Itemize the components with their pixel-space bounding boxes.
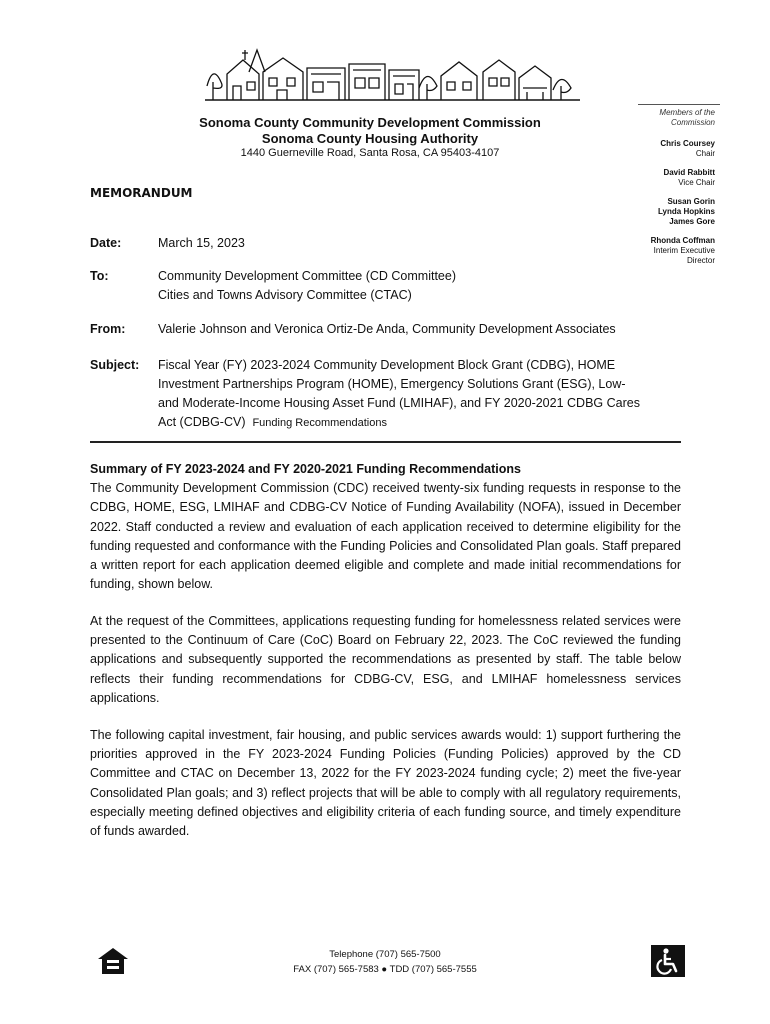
recipient-line: Community Development Committee (CD Committee) <box>158 269 456 283</box>
to-recipients <box>158 267 683 305</box>
sidebar-divider <box>638 104 720 105</box>
director-name: Rhonda Coffman <box>650 236 715 245</box>
subject-line-part: Funding Recommendations <box>252 417 387 429</box>
wheelchair-accessibility-icon <box>651 945 685 977</box>
paragraph: The following capital investment, fair housing, and public services awards would: 1) support furthering the priorities approved in the FY 2023-2024 Funding Policies (Funding Policies) approved by the CD Committee and CTAC on December 13, 2022 for the FY 2023-2024 funding cycle; 2) meet the five-year Consolidated Plan goals; and 3) reflect projects that will be able to comply with all regulatory requirements, especially meeting defined objectives and eligibility criteria of each funding source, and timely expenditure of funds awarded. <box>90 728 681 839</box>
member-name: Lynda Hopkins <box>657 207 715 216</box>
organization-name: Sonoma County Community Development Commission <box>199 115 541 130</box>
subject-line: Fiscal Year (FY) 2023-2024 Community Development Block Grant (CDBG), HOME <box>158 358 616 372</box>
member-name: James Gore <box>669 217 715 226</box>
organization-address: 1440 Guerneville Road, Santa Rosa, CA 95403-4107 <box>240 147 500 159</box>
subject-line <box>158 413 683 433</box>
vice-chair-name: David Rabbitt <box>663 168 715 177</box>
housing-authority-name: Sonoma County Housing Authority <box>261 131 479 146</box>
director-title-line1: Interim Executive <box>653 246 715 255</box>
town-skyline-logo <box>205 42 580 106</box>
date-label: Date: <box>90 236 122 250</box>
paragraph: At the request of the Committees, applications requesting funding for homelessness related services were presented to the Continuum of Care (CoC) Board on February 22, 2023. The CoC reviewed the funding applications and subsequently supported the recommendations as presented by staff. The table below reflects their funding recommendations for CDBG-CV, ESG, and LMIHAF homelessness services applications. <box>90 614 681 705</box>
subject-line-part: Act (CDBG-CV) <box>158 415 246 429</box>
telephone: Telephone (707) 565-7500 <box>329 949 441 960</box>
chair-name: Chris Coursey <box>660 139 715 148</box>
subject-line: Investment Partnerships Program (HOME), Emergency Solutions Grant (ESG), Low- <box>158 377 626 391</box>
member-name: Susan Gorin <box>667 197 715 206</box>
from-value: Valerie Johnson and Veronica Ortiz-De Anda, Community Development Associates <box>158 322 616 336</box>
chair-title: Chair <box>695 149 715 158</box>
date-value: March 15, 2023 <box>158 236 245 250</box>
memo-heading: MEMORANDUM <box>90 186 193 200</box>
subject-value <box>158 356 683 433</box>
from-label: From: <box>90 322 126 336</box>
header-rule <box>90 441 681 443</box>
members-title-line2: Commission <box>670 118 715 127</box>
equal-housing-icon <box>96 945 130 977</box>
director-title-line2: Director <box>686 256 715 265</box>
summary-section <box>90 460 681 594</box>
paragraph: The Community Development Commission (CDC) received twenty-six funding requests in response to the CDBG, HOME, ESG, LMIHAF and CDBG-CV Notice of Funding Availability (NOFA), issued in December 2022. Staff conducted a review and evaluation of each application received to determine eligibility for the funding requested and conformance with the Funding Policies and Consolidated Plan goals. Staff prepared a written report for each application deemed eligible and complete and made initial recommendations for funding, shown below. <box>90 481 681 592</box>
recipient-line: Cities and Towns Advisory Committee (CTAC) <box>158 288 412 302</box>
summary-heading: Summary of FY 2023-2024 and FY 2020-2021 Funding Recommendations <box>90 462 521 476</box>
subject-label: Subject: <box>90 358 140 372</box>
vice-chair-title: Vice Chair <box>678 178 715 187</box>
to-label: To: <box>90 269 109 283</box>
fax-tdd: FAX (707) 565-7583 ● TDD (707) 565-7555 <box>293 964 477 975</box>
footer-contact <box>220 947 550 977</box>
members-title-line1: Members of the <box>659 108 715 117</box>
subject-line: and Moderate-Income Housing Asset Fund (LMIHAF), and FY 2020-2021 CDBG Cares <box>158 396 640 410</box>
